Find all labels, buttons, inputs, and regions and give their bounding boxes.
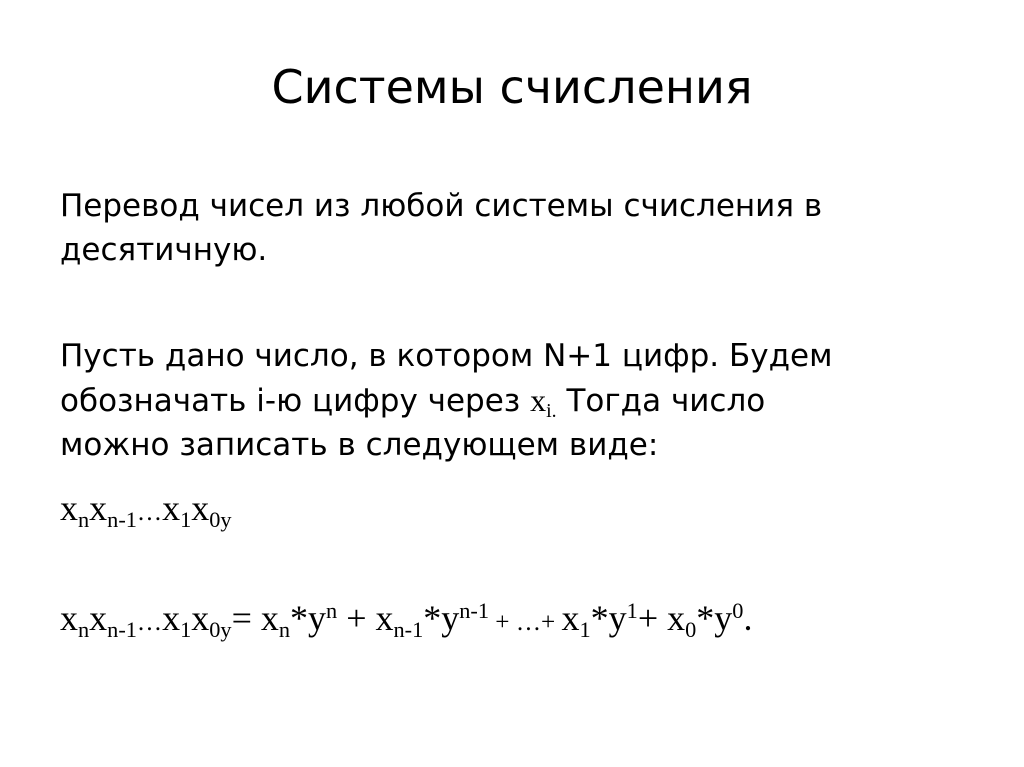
rhs-term-0-exponent: 0 <box>732 597 744 623</box>
lhs-x-n-1 <box>89 598 137 643</box>
rhs-term-n-1-star-y: *y <box>423 598 460 638</box>
plus-sign-2: + <box>489 609 516 636</box>
lhs-x-0y-base: x <box>191 598 210 638</box>
term-x-0y-base: x <box>191 488 210 528</box>
term-x-n-1-sub: n-1 <box>107 507 137 533</box>
term-x-1-sub: 1 <box>180 507 192 533</box>
rhs-term-0-x: x <box>667 598 686 638</box>
expansion-formula <box>60 597 753 643</box>
rhs-term-n-1-x: x <box>375 598 394 638</box>
rhs-term-0-star-y: *y <box>696 598 733 638</box>
rhs-term-1-star-y: *y <box>590 598 627 638</box>
paragraph-conversion-line-2: десятичную. <box>60 232 268 268</box>
rhs-term-n-1-exponent: n-1 <box>459 597 489 623</box>
rhs-term-n-star-y: *y <box>290 598 327 638</box>
lhs-x-n-1-sub: n-1 <box>107 617 137 643</box>
formula-period: . <box>743 598 753 638</box>
lhs-ellipsis: … <box>136 609 163 636</box>
paragraph-digits-line-2 <box>60 378 960 423</box>
rhs-term-1 <box>561 597 638 643</box>
paragraph-digits <box>60 334 960 467</box>
lhs-x-n-1-base: x <box>89 598 108 638</box>
term-x-0y <box>191 488 232 533</box>
slide-title: Системы счисления <box>271 60 753 114</box>
lhs-x-1-sub: 1 <box>180 617 192 643</box>
digit-variable-subscript: i. <box>546 400 557 423</box>
term-x-1-base: x <box>162 488 181 528</box>
rhs-term-n-1 <box>375 597 490 643</box>
lhs-x-1 <box>162 598 192 643</box>
plus-sign-1: + <box>337 598 376 638</box>
term-x-n-1 <box>89 488 137 533</box>
number-notation-formula <box>60 488 232 533</box>
paragraph-digits-line-3: можно записать в следующем виде: <box>60 427 659 463</box>
ellipsis-plus: …+ <box>515 609 562 636</box>
paragraph-digits-line-2-start: обозначать i-ю цифру через <box>60 383 531 419</box>
digit-variable <box>530 382 557 423</box>
lhs-x-n-sub: n <box>78 617 90 643</box>
term-x-1 <box>162 488 192 533</box>
term-x-n <box>60 488 90 533</box>
lhs-x-1-base: x <box>162 598 181 638</box>
rhs-term-1-exponent: 1 <box>626 597 638 623</box>
lhs-x-0y-sub: 0y <box>209 617 232 643</box>
term-x-n-sub: n <box>78 507 90 533</box>
paragraph-digits-line-1: Пусть дано число, в котором N+1 цифр. Будем <box>60 338 833 374</box>
rhs-term-n-exponent: n <box>326 597 338 623</box>
term-x-0y-sub: 0y <box>209 507 232 533</box>
rhs-term-n-sub: n <box>278 617 291 643</box>
rhs-term-1-sub: 1 <box>579 617 591 643</box>
rhs-term-n <box>260 597 338 643</box>
rhs-term-0 <box>667 597 744 643</box>
term-x-n-base: x <box>60 488 78 528</box>
rhs-term-0-sub: 0 <box>685 617 697 643</box>
digit-variable-x: x <box>530 382 547 418</box>
plus-sign-3: + <box>637 598 668 638</box>
equals-sign: = <box>231 598 261 638</box>
lhs-x-0y <box>191 598 232 643</box>
paragraph-conversion <box>60 184 960 272</box>
lhs-x-n-base: x <box>60 598 78 638</box>
paragraph-conversion-line-1: Перевод чисел из любой системы счисления в <box>60 188 823 224</box>
rhs-term-1-x: x <box>561 598 580 638</box>
rhs-term-n-x: x <box>260 598 279 638</box>
lhs-x-n <box>60 598 90 643</box>
paragraph-digits-line-2-end: Тогда число <box>556 383 766 419</box>
term-x-n-1-base: x <box>89 488 108 528</box>
ellipsis: … <box>136 499 163 526</box>
rhs-term-n-1-sub: n-1 <box>393 617 424 643</box>
